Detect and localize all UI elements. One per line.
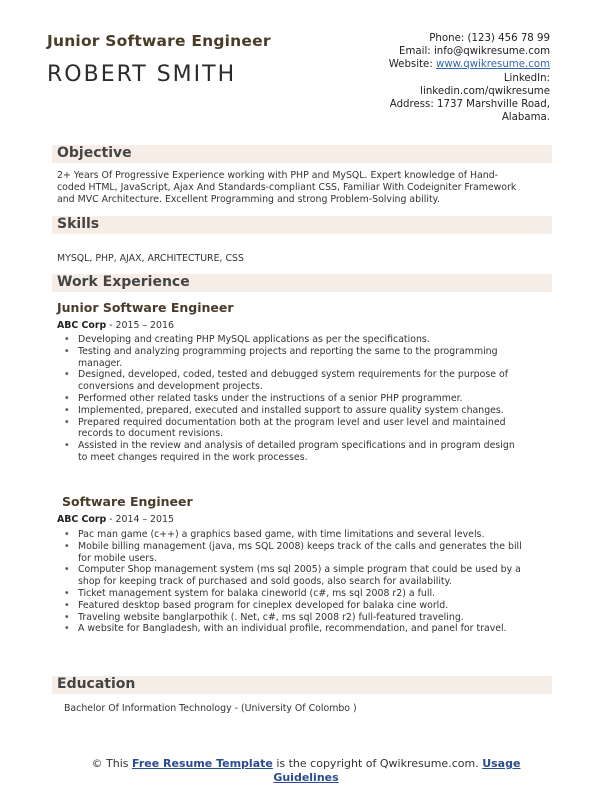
job-title-1: Junior Software Engineer <box>57 300 234 315</box>
job-bullets-2 <box>64 529 552 635</box>
usage-guidelines-link-part2[interactable]: Guidelines <box>273 771 339 784</box>
skills-heading: Skills <box>57 216 100 232</box>
education-heading: Education <box>57 676 136 692</box>
header-job-title: Junior Software Engineer <box>47 32 271 50</box>
job-company-1 <box>57 320 174 331</box>
bullet-line: • Pac man game (c++) a graphics based game, with time limitations and several levels. <box>78 529 485 540</box>
objective-line: coded HTML, JavaScript, Ajax And Standards-compliant CSS, Familiar With Codeigniter Framework <box>57 181 517 193</box>
bullet-line: • Developing and creating PHP MySQL applications as per the specifications. <box>78 334 430 345</box>
contact-website <box>389 58 550 71</box>
bullet-item <box>64 588 552 600</box>
job-dates: - 2015 – 2016 <box>106 320 174 331</box>
job-dates: - 2014 – 2015 <box>106 514 174 525</box>
copyright-footer <box>0 757 612 785</box>
website-label: Website: <box>388 59 436 71</box>
contact-block <box>389 32 550 124</box>
bullet-line: • Featured desktop based program for cineplex developed for balaka cine world. <box>78 599 449 611</box>
objective-line: 2+ Years Of Progressive Experience working with PHP and MySQL. Expert knowledge of Hand- <box>57 170 499 181</box>
bullet-line: • Performed other related tasks under the instructions of a senior PHP programmer. <box>78 392 463 404</box>
bullet-line: • Ticket management system for balaka cineworld (c#, ms sql 2008 r2) a full. <box>78 587 436 599</box>
job-title-2: Software Engineer <box>62 494 193 509</box>
bullet-line: conversions and development projects. <box>78 381 263 393</box>
job-bullets-1 <box>64 334 552 464</box>
bullet-item <box>64 417 552 441</box>
contact-email: Email: info@qwikresume.com <box>399 46 550 58</box>
objective-text <box>57 170 557 205</box>
usage-guidelines-link-part1[interactable]: Usage <box>482 757 521 770</box>
bullet-item <box>64 440 552 464</box>
footer-line-2 <box>0 771 612 785</box>
bullet-line: records to document revisions. <box>78 428 224 440</box>
company-name: ABC Corp <box>57 320 107 331</box>
candidate-name: ROBERT SMITH <box>47 62 237 87</box>
work-heading: Work Experience <box>57 274 190 290</box>
footer-line-1 <box>0 757 612 771</box>
bullet-item <box>64 541 552 565</box>
job-company-2 <box>57 514 174 525</box>
bullet-line: • Traveling website banglarpothik (. Net, c#, ms sql 2008 r2) full-featured traveling. <box>78 611 464 623</box>
skills-text: MYSQL, PHP, AJAX, ARCHITECTURE, CSS <box>57 253 244 264</box>
skills-section-bar <box>52 216 552 234</box>
bullet-line: • Assisted in the review and analysis of detailed program specifications and in program design <box>78 440 515 452</box>
footer-middle: is the copyright of Qwikresume.com. <box>272 757 483 770</box>
bullet-item <box>64 369 552 393</box>
bullet-item <box>64 564 552 588</box>
website-link[interactable]: www.qwikresume.com <box>435 59 550 71</box>
bullet-item <box>64 346 552 370</box>
bullet-line: • A website for Bangladesh, with an individual profile, recommendation, and panel for travel. <box>78 623 507 635</box>
bullet-line: manager. <box>78 357 123 369</box>
free-resume-template-link[interactable]: Free Resume Template <box>132 757 273 770</box>
bullet-line: • Prepared required documentation both at the program level and user level and maintained <box>78 416 506 428</box>
bullet-item <box>64 405 552 417</box>
bullet-item <box>64 600 552 612</box>
bullet-item <box>64 334 552 346</box>
bullet-item <box>64 529 552 541</box>
contact-address-line2: Alabama. <box>501 112 550 124</box>
bullet-item <box>64 623 552 635</box>
contact-phone: Phone: (123) 456 78 99 <box>429 33 550 44</box>
contact-address-line1: Address: 1737 Marshville Road, <box>389 99 550 111</box>
objective-heading: Objective <box>57 145 132 161</box>
contact-linkedin-value: linkedin.com/qwikresume <box>420 85 550 97</box>
bullet-line: • Testing and analyzing programming projects and reporting the same to the programming <box>78 345 498 357</box>
bullet-line: • Designed, developed, coded, tested and debugged system requirements for the purpose of <box>78 369 509 381</box>
bullet-line: • Implemented, prepared, executed and installed support to assure quality system changes. <box>78 404 504 416</box>
bullet-line: for mobile users. <box>78 552 157 564</box>
objective-line: and MVC Architecture. Excellent Programming and strong Problem-Solving ability. <box>57 193 440 205</box>
education-text: Bachelor Of Information Technology - (University Of Colombo ) <box>64 703 357 714</box>
bullet-line: • Mobile billing management (java, ms SQL 2008) keeps track of the calls and generates the bill <box>78 540 522 552</box>
company-name: ABC Corp <box>57 514 107 525</box>
bullet-line: to meet changes required in the work processes. <box>78 451 308 463</box>
bullet-item <box>64 393 552 405</box>
bullet-item <box>64 612 552 624</box>
footer-prefix: © This <box>91 757 133 770</box>
bullet-line: • Computer Shop management system (ms sql 2005) a simple program that could be used by a <box>78 564 521 576</box>
bullet-line: shop for keeping track of purchased and sold goods, also search for availability. <box>78 576 452 588</box>
contact-linkedin-label: LinkedIn: <box>503 72 550 84</box>
